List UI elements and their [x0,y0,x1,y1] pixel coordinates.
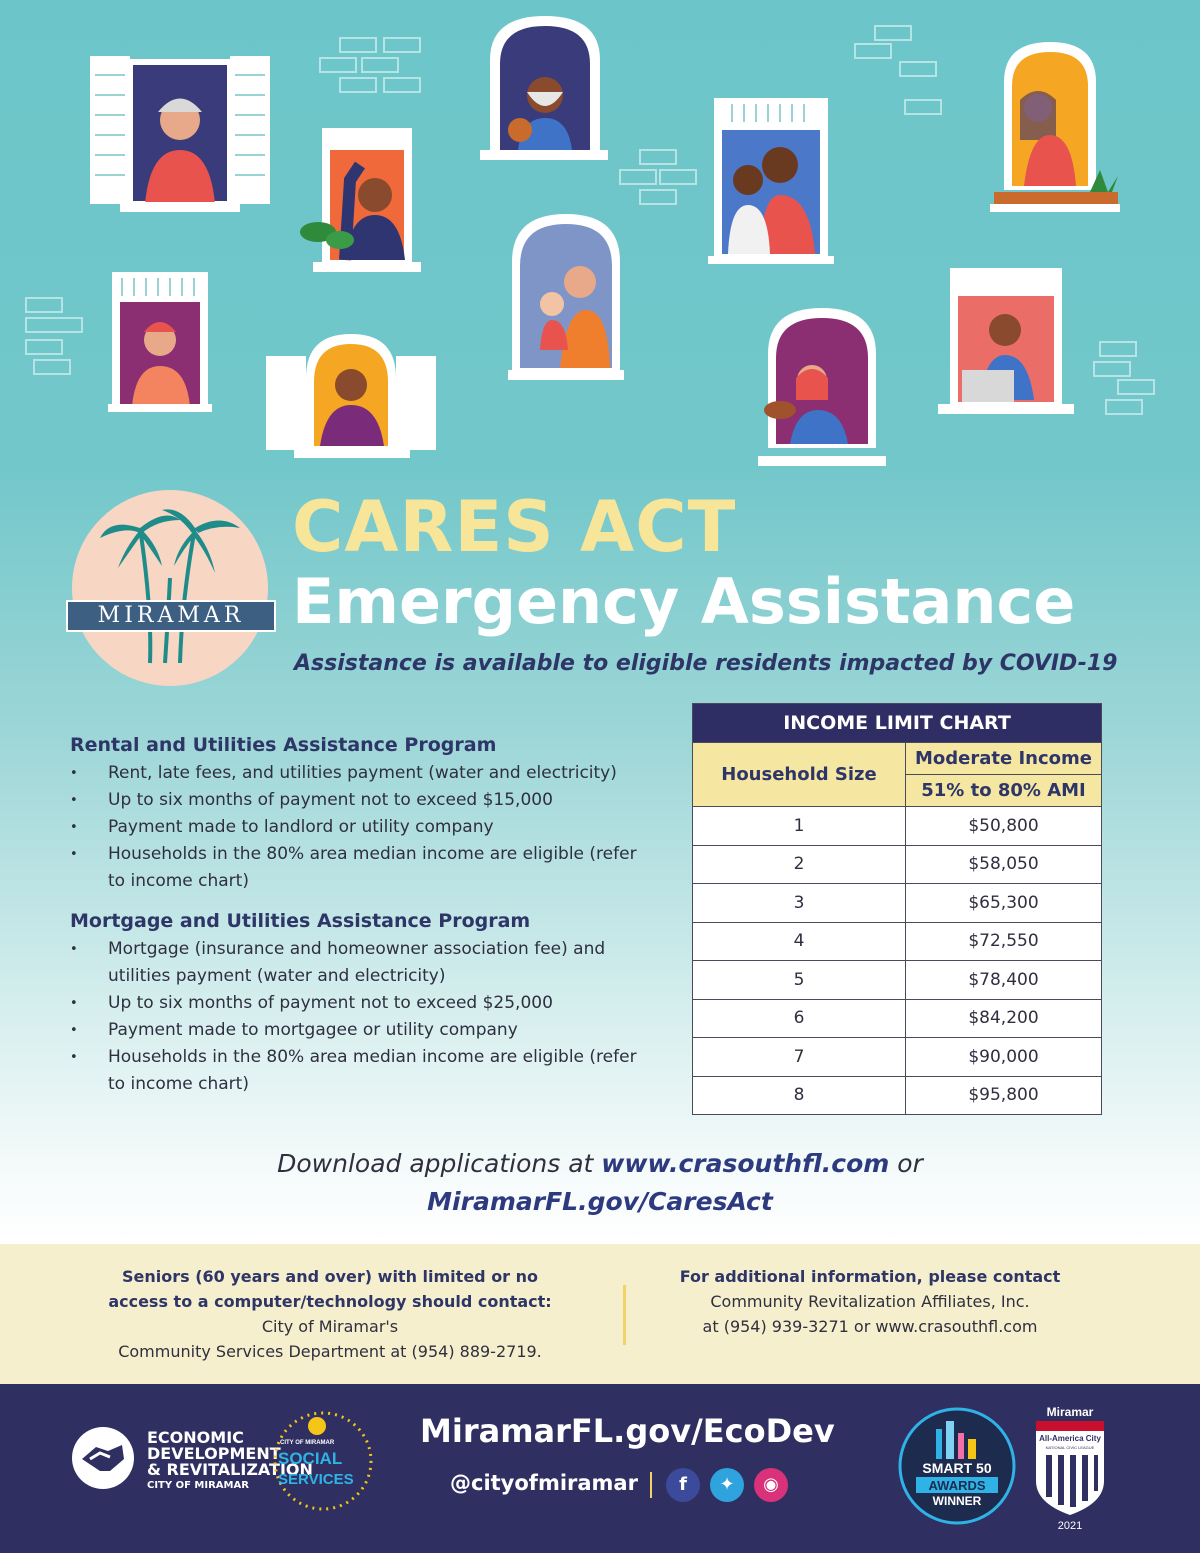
seniors-line2: access to a computer/technology should contact: [108,1292,552,1311]
income-amount-cell: $50,800 [906,807,1102,846]
rental-program-title: Rental and Utilities Assistance Program [70,734,497,756]
household-size-cell: 8 [693,1076,906,1115]
mortgage-program-section [70,910,670,1098]
income-amount-cell: $65,300 [906,884,1102,923]
seniors-line1: Seniors (60 years and over) with limited or no [121,1267,539,1286]
social-services-logo [272,1410,374,1512]
table-row [693,807,1102,846]
mortgage-program-title: Mortgage and Utilities Assistance Program [70,910,531,932]
household-size-cell: 3 [693,884,906,923]
handle-divider [650,1472,652,1498]
contact-line2: Community Revitalization Affiliates, Inc. [710,1292,1030,1311]
ecodev-url[interactable]: MiramarFL.gov/EcoDev [420,1412,835,1450]
list-item: • Rent, late fees, and utilities payment (water and electricity) [70,760,670,787]
logo-wordmark: MIRAMAR [66,600,276,632]
smart50-line2: AWARDS [928,1478,986,1493]
instagram-icon[interactable]: ◉ [754,1468,788,1502]
facebook-icon[interactable]: f [666,1468,700,1502]
aac-small: NATIONAL CIVIC LEAGUE [1045,1445,1095,1450]
income-limit-table [692,703,1102,1115]
ami-range-header: 51% to 80% AMI [906,775,1102,807]
moderate-income-header: Moderate Income [906,743,1102,775]
list-item: • Households in the 80% area median income are eligible (refer to income chart) [70,841,650,895]
table-row [693,1076,1102,1115]
income-amount-cell: $84,200 [906,999,1102,1038]
eco-line1: ECONOMIC [147,1428,244,1447]
smart50-line1: SMART 50 [922,1460,992,1476]
list-item: • Payment made to mortgagee or utility company [70,1017,670,1044]
all-america-city-badge [1030,1403,1110,1533]
miramar-caresact-link[interactable]: MiramarFL.gov/CaresAct [427,1187,773,1216]
list-item: • Mortgage (insurance and homeowner association fee) and utilities payment (water and electricity) [70,936,650,990]
social-small-text: CITY OF MIRAMAR [280,1440,335,1446]
income-amount-cell: $72,550 [906,922,1102,961]
household-size-cell: 5 [693,961,906,1000]
aac-year: 2021 [1057,1520,1083,1532]
smart50-line3: WINNER [932,1494,982,1508]
table-row [693,961,1102,1000]
seniors-contact [90,1264,570,1364]
title-emergency-assistance: Emergency Assistance [292,565,1076,638]
contact-line3: at (954) 939-3271 or www.crasouthfl.com [702,1317,1038,1336]
download-prefix: Download applications at [277,1149,602,1178]
household-size-cell: 6 [693,999,906,1038]
table-row [693,922,1102,961]
smart50-badge [898,1407,1016,1525]
crasouthfl-link[interactable]: www.crasouthfl.com [601,1149,890,1178]
seniors-line3: City of Miramar's [261,1317,399,1336]
income-amount-cell: $90,000 [906,1038,1102,1077]
handshake-icon [70,1425,136,1491]
title-cares-act: CARES ACT [292,486,737,568]
social-line2: SERVICES [278,1471,354,1488]
income-chart-title: INCOME LIMIT CHART [693,704,1102,743]
rental-program-section [70,734,670,895]
social-handle[interactable]: @cityofmiramar [450,1471,638,1495]
eco-line4: CITY OF MIRAMAR [147,1480,249,1491]
twitter-icon[interactable]: ✦ [710,1468,744,1502]
income-amount-cell: $95,800 [906,1076,1102,1115]
household-size-cell: 2 [693,845,906,884]
household-size-cell: 4 [693,922,906,961]
aac-top: Miramar [1046,1405,1094,1419]
aac-mid: All-America City [1039,1434,1101,1443]
table-row [693,1038,1102,1077]
household-size-header: Household Size [693,743,906,807]
table-row [693,884,1102,923]
list-item: • Payment made to landlord or utility company [70,814,670,841]
seniors-line4: Community Services Department at (954) 889-2719. [118,1342,542,1361]
rental-program-list [70,760,670,895]
miramar-logo [70,488,270,688]
household-size-cell: 1 [693,807,906,846]
social-line1: SOCIAL [278,1449,343,1468]
income-amount-cell: $78,400 [906,961,1102,1000]
download-or: or [889,1149,923,1178]
income-amount-cell: $58,050 [906,845,1102,884]
household-size-cell: 7 [693,1038,906,1077]
band-divider [623,1285,626,1345]
eco-line2: DEVELOPMENT [147,1444,281,1463]
list-item: • Households in the 80% area median income are eligible (refer to income chart) [70,1044,650,1098]
list-item: • Up to six months of payment not to exceed $15,000 [70,787,670,814]
download-info [0,1145,1200,1221]
list-item: • Up to six months of payment not to exceed $25,000 [70,990,670,1017]
windows-illustration [0,0,1200,480]
table-row [693,999,1102,1038]
eco-line3: & REVITALIZATION [147,1460,313,1479]
table-row [693,845,1102,884]
mortgage-program-list [70,936,670,1098]
subtitle: Assistance is available to eligible residents impacted by COVID-19 [294,651,1118,676]
additional-contact [640,1264,1100,1339]
contact-line1: For additional information, please contact [679,1267,1061,1286]
